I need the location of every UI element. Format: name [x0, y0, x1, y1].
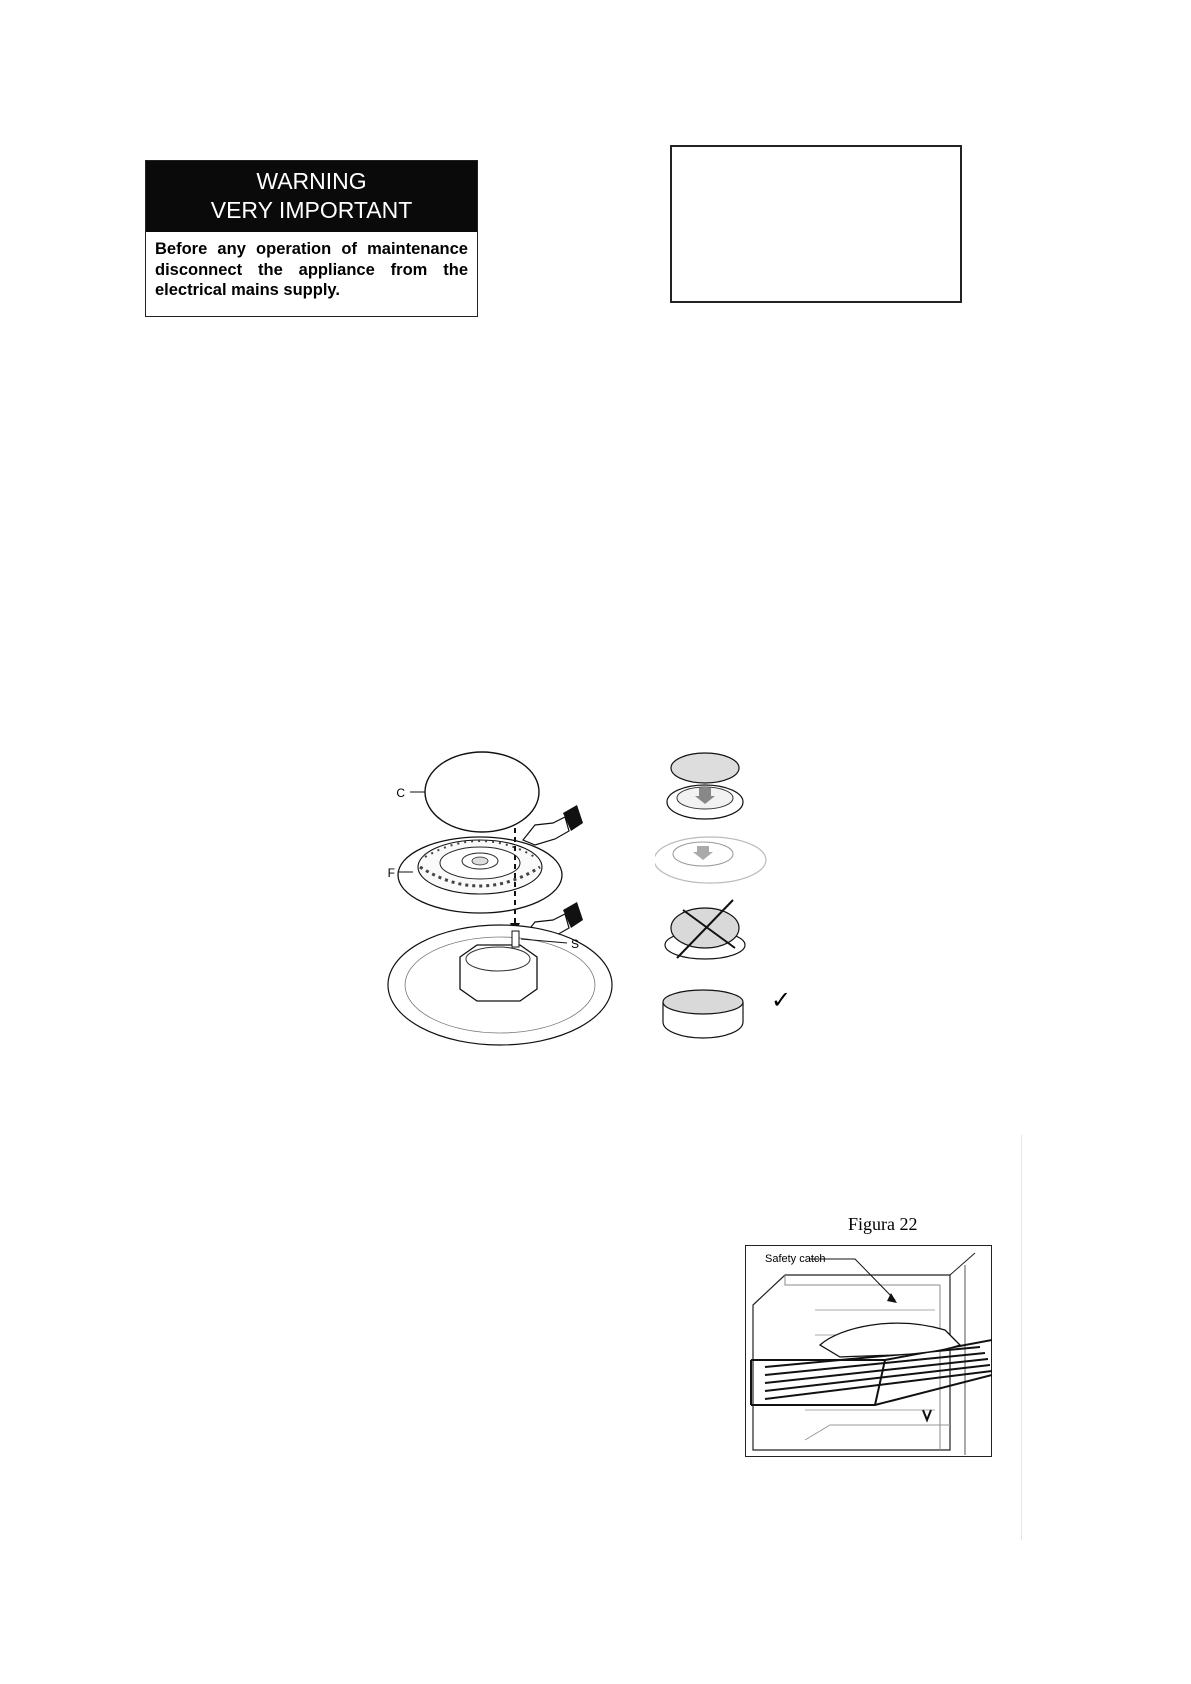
cap-placement-diagram [655, 750, 795, 1050]
burner-cap [425, 752, 539, 832]
correct-check-icon: ✓ [771, 987, 792, 1014]
safety-catch-label: Safety catch [765, 1253, 826, 1265]
warning-text: Before any operation of maintenance disconnect the appliance from the electrical mains supply. [155, 240, 468, 299]
label-f: F [387, 866, 395, 880]
warning-notice [145, 160, 478, 317]
incorrect-placement [665, 900, 745, 959]
oven-shelf-illustration [745, 1245, 992, 1457]
warning-subtitle: VERY IMPORTANT [210, 197, 413, 223]
correct-placement [663, 990, 743, 1038]
label-c: C [396, 786, 405, 800]
burner-exploded-diagram [385, 745, 645, 1055]
figure-caption: Figura 22 [848, 1214, 918, 1234]
burner-base-step2 [655, 837, 766, 883]
margin-rule [1021, 1135, 1022, 1540]
warning-header [146, 161, 477, 232]
label-s: S [571, 937, 580, 951]
burner-crown [398, 837, 562, 913]
burner-cap-step1 [667, 753, 743, 819]
empty-frame [670, 145, 962, 303]
warning-title: WARNING [256, 168, 367, 194]
